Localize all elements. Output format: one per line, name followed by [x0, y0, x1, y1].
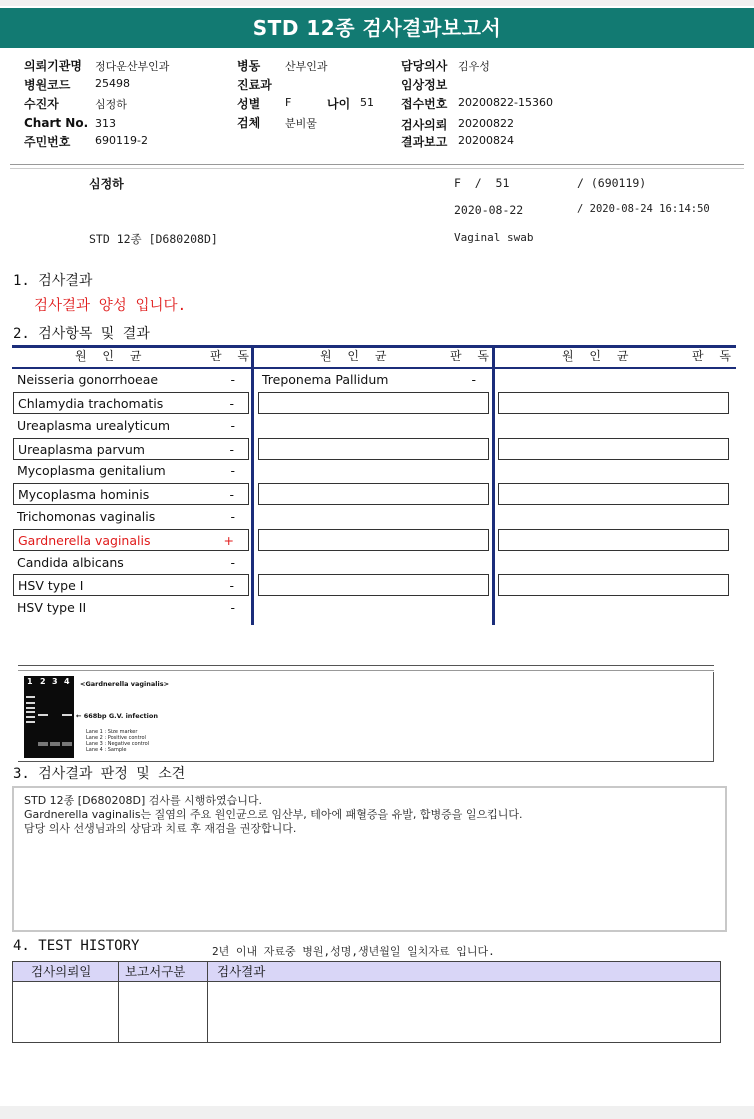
lane-note: Lane 2 : Positive control [86, 735, 146, 741]
lane-note: Lane 1 : Size marker [86, 729, 138, 735]
result-row [13, 506, 249, 528]
column-separator-2 [492, 345, 495, 625]
col2-judgment-header: 판 독 [450, 349, 495, 363]
pathogen-name: Gardnerella vaginalis [18, 533, 151, 548]
col1-judgment-header: 판 독 [210, 349, 255, 363]
history-col-type: 보고서구분 [125, 964, 186, 979]
judgment: + [223, 533, 234, 548]
empty-row [498, 392, 729, 414]
col3-judgment-header: 판 독 [692, 349, 737, 363]
result-row [13, 597, 249, 619]
empty-row [498, 529, 729, 551]
judgment: - [230, 600, 235, 615]
patient-value: 심정하 [95, 98, 127, 111]
result-row [13, 415, 249, 437]
result-row [13, 392, 249, 414]
primer-band [38, 742, 48, 746]
doctor-value: 김우성 [458, 60, 490, 73]
report-datetime: / 2020-08-24 16:14:50 [577, 203, 710, 215]
report-value: 20200824 [458, 134, 514, 147]
empty-row [498, 574, 729, 596]
age-value: 51 [360, 96, 374, 109]
specimen-value: 분비물 [285, 117, 317, 130]
result-row-positive [13, 529, 249, 551]
section-1-title: 1. 검사결과 [13, 273, 93, 289]
pathogen-name: Ureaplasma urealyticum [17, 418, 171, 433]
result-row [258, 369, 488, 391]
request-label: 검사의뢰 [401, 118, 448, 132]
pathogen-name: Neisseria gonorrhoeae [17, 372, 159, 387]
history-col-divider [118, 962, 119, 1042]
header-divider [10, 164, 744, 165]
history-col-date: 검사의뢰일 [31, 964, 92, 979]
sex-label: 성별 [237, 97, 261, 111]
pathogen-name: Treponema Pallidum [262, 372, 389, 387]
empty-row [258, 574, 489, 596]
header-divider-2 [10, 168, 744, 169]
institution-value: 정다운산부인과 [95, 60, 170, 73]
lane-note: Lane 3 : Negative control [86, 741, 150, 747]
lane-number: 3 [52, 677, 58, 686]
judgment: - [230, 463, 235, 478]
lane-note: Lane 4 : Sample [86, 747, 127, 753]
history-col-result: 검사결과 [217, 964, 266, 979]
section-3-title: 3. 검사결과 판정 및 소견 [13, 766, 186, 782]
receipt-value: 20200822-15360 [458, 96, 553, 109]
empty-row [258, 392, 489, 414]
hospital-code-value: 25498 [95, 77, 130, 90]
bottom-strip [0, 1106, 754, 1119]
pathogen-name: HSV type I [18, 578, 84, 593]
birth-date: / (690119) [577, 176, 647, 190]
pathogen-name: HSV type II [17, 600, 87, 615]
section-2-title: 2. 검사항목 및 결과 [13, 326, 150, 342]
ladder-band [26, 721, 35, 723]
pathogen-name: Mycoplasma genitalium [17, 463, 166, 478]
empty-row [258, 529, 489, 551]
dept-label: 진료과 [237, 78, 272, 92]
patient-name: 심정하 [89, 177, 124, 191]
history-col-divider [207, 962, 208, 1042]
pathogen-name: Chlamydia trachomatis [18, 396, 164, 411]
lane-number: 4 [64, 677, 70, 686]
pathogen-name: Trichomonas vaginalis [17, 509, 156, 524]
primer-band [50, 742, 60, 746]
request-date: 2020-08-22 [454, 203, 524, 217]
judgment: - [229, 442, 234, 457]
hospital-code-label: 병원코드 [24, 78, 71, 92]
report-title: STD 12종 검사결과보고서 [0, 8, 754, 48]
judgment: - [230, 509, 235, 524]
ward-label: 병동 [237, 59, 261, 73]
receipt-label: 접수번호 [401, 97, 448, 111]
ladder-band [26, 696, 35, 698]
judgment: - [230, 372, 235, 387]
sex-age: F / 51 [454, 176, 510, 190]
gel-top-divider-2 [18, 670, 714, 671]
result-row [13, 552, 249, 574]
section-4-title: 4. TEST HISTORY [13, 938, 140, 954]
empty-row [258, 438, 489, 460]
positive-control-band [38, 714, 48, 716]
result-row [13, 483, 249, 505]
top-strip [0, 0, 754, 6]
col3-pathogen-header: 원 인 균 [562, 349, 635, 363]
ladder-band [26, 716, 35, 718]
result-row [13, 460, 249, 482]
history-header-row [13, 962, 720, 982]
pathogen-name: Mycoplasma hominis [18, 487, 150, 502]
gel-top-divider [18, 665, 714, 666]
clinical-label: 임상정보 [401, 78, 448, 92]
sample-band [62, 714, 72, 716]
ward-value: 산부인과 [285, 60, 328, 73]
ladder-band [26, 702, 35, 704]
lane-number: 1 [27, 677, 33, 686]
result-row [13, 574, 249, 596]
opinion-box [12, 786, 727, 932]
chart-label: Chart No. [24, 116, 89, 130]
lane-number: 2 [40, 677, 46, 686]
col1-pathogen-header: 원 인 균 [75, 349, 148, 363]
empty-row [258, 483, 489, 505]
resident-value: 690119-2 [95, 134, 148, 147]
gel-electrophoresis-image [24, 676, 74, 758]
history-note: 2년 이내 자료중 병원,성명,생년월일 일치자료 입니다. [212, 945, 495, 958]
patient-label: 수진자 [24, 97, 59, 111]
sex-value: F [285, 96, 292, 109]
ladder-band [26, 711, 35, 713]
judgment: - [229, 487, 234, 502]
positive-result: 검사결과 양성 입니다. [34, 298, 187, 314]
resident-label: 주민번호 [24, 135, 71, 149]
judgment: - [471, 372, 476, 387]
history-table [12, 961, 721, 1043]
report-label: 결과보고 [401, 135, 448, 149]
doctor-label: 담당의사 [401, 59, 448, 73]
judgment: - [230, 555, 235, 570]
result-row [13, 369, 249, 391]
empty-row [498, 438, 729, 460]
judgment: - [229, 396, 234, 411]
test-name: STD 12종 [D680208D] [89, 232, 218, 246]
opinion-line: Gardnerella vaginalis는 질염의 주요 원인균으로 임산부, 테아에 패혈증을 유발, 합병증을 일으킵니다. [24, 808, 523, 821]
gel-band-label: ← 668bp G.V. infection [76, 712, 158, 720]
age-label: 나이 [327, 97, 351, 111]
opinion-line: 담당 의사 선생님과의 상담과 치료 후 재검을 권장합니다. [24, 822, 297, 835]
gel-title: <Gardnerella vaginalis> [80, 680, 170, 688]
institution-label: 의뢰기관명 [24, 59, 82, 73]
specimen-label: 검체 [237, 116, 261, 130]
request-value: 20200822 [458, 117, 514, 130]
pathogen-name: Ureaplasma parvum [18, 442, 145, 457]
result-row [13, 438, 249, 460]
pathogen-name: Candida albicans [17, 555, 124, 570]
specimen-type: Vaginal swab [454, 231, 534, 244]
ladder-band [26, 707, 35, 709]
chart-value: 313 [95, 117, 116, 130]
primer-band [62, 742, 72, 746]
col2-pathogen-header: 원 인 균 [320, 349, 393, 363]
judgment: - [230, 418, 235, 433]
judgment: - [229, 578, 234, 593]
empty-row [498, 483, 729, 505]
opinion-line: STD 12종 [D680208D] 검사를 시행하였습니다. [24, 794, 263, 807]
column-separator-1 [251, 345, 254, 625]
